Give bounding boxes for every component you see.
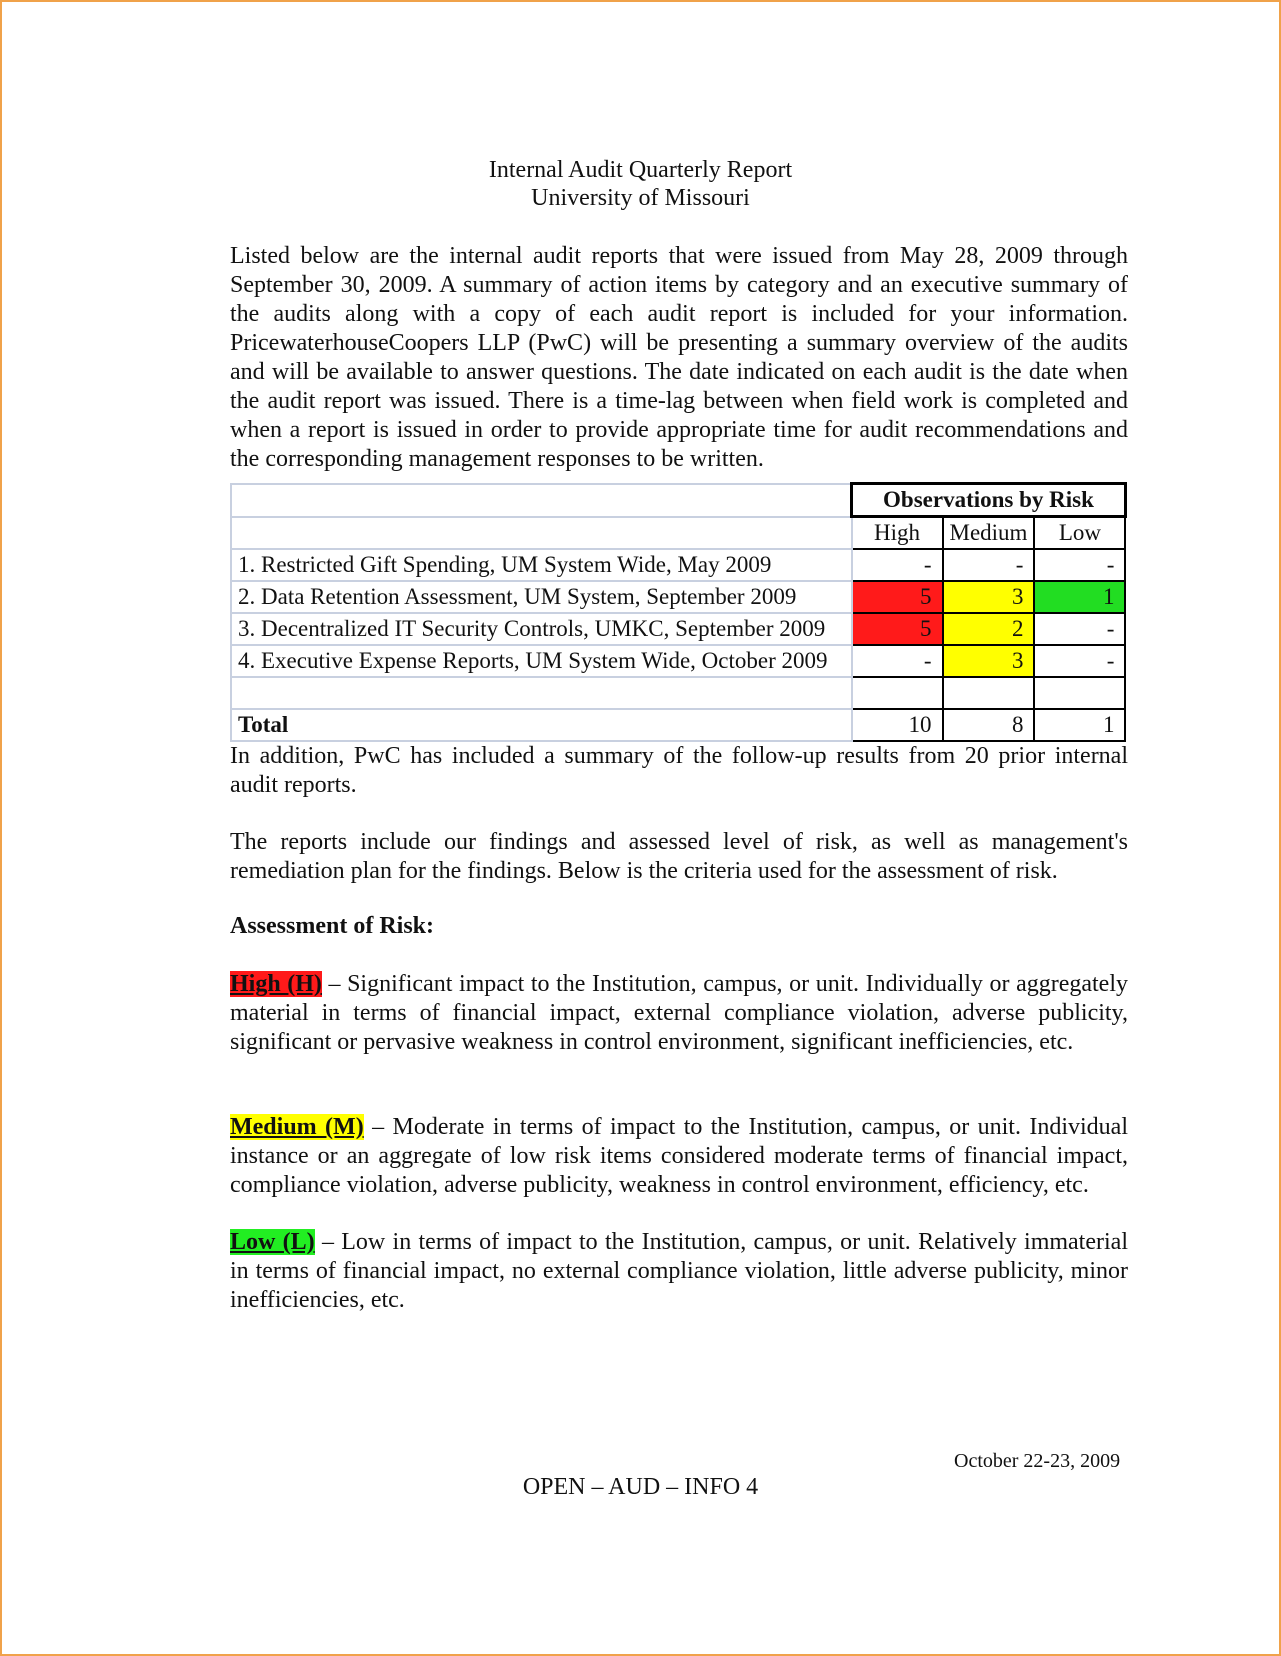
- table-row: [231, 613, 1125, 645]
- row-label: 3. Decentralized IT Security Controls, UMKC, September 2009: [231, 613, 852, 645]
- row-label: 4. Executive Expense Reports, UM System Wide, October 2009: [231, 645, 852, 677]
- total-low: 1: [1034, 709, 1125, 741]
- table-total-row: [231, 709, 1125, 741]
- high-cell: 5: [852, 613, 943, 645]
- followup-paragraph: In addition, PwC has included a summary of the follow-up results from 20 prior internal audit reports.: [230, 743, 1128, 798]
- spacer-cell: [1034, 677, 1125, 709]
- table-corner-cell: [231, 517, 852, 550]
- medium-cell: -: [943, 549, 1035, 581]
- table-subheader-row: [231, 517, 1125, 550]
- column-header-low: Low: [1034, 517, 1125, 550]
- report-title: Internal Audit Quarterly Report: [488, 157, 793, 183]
- table-row: [231, 549, 1125, 581]
- medium-cell: 2: [943, 613, 1035, 645]
- spacer-cell: [943, 677, 1035, 709]
- findings-paragraph: The reports include our findings and assessed level of risk, as well as management's remediation plan for the findings. Below is the criteria used for the assessment of risk.: [230, 829, 1128, 884]
- risk-medium-definition: [230, 1113, 1128, 1200]
- medium-cell: 3: [943, 645, 1035, 677]
- total-label: Total: [231, 709, 852, 741]
- row-label: 2. Data Retention Assessment, UM System, September 2009: [231, 581, 852, 613]
- table-corner-cell: [231, 484, 852, 517]
- low-cell: -: [1034, 613, 1125, 645]
- table-header-row: [231, 484, 1125, 517]
- table-row: [231, 645, 1125, 677]
- high-cell: -: [852, 645, 943, 677]
- total-high: 10: [852, 709, 943, 741]
- medium-risk-text: – Moderate in terms of impact to the Institution, campus, or unit. Individual instance or an aggregate of low risk items considered moderate terms of financial impact, compliance violation, adverse publicity, weakness in control environment, efficiency, etc.: [230, 1114, 1129, 1198]
- low-cell: -: [1034, 549, 1125, 581]
- table-row: [231, 581, 1125, 613]
- high-cell: 5: [852, 581, 943, 613]
- low-risk-text: – Low in terms of impact to the Institution, campus, or unit. Relatively immaterial in terms of financial impact, no external compliance violation, little adverse publicity, minor inefficiencies, etc.: [230, 1229, 1128, 1313]
- column-header-medium: Medium: [943, 517, 1035, 550]
- high-cell: -: [852, 549, 943, 581]
- low-cell: 1: [1034, 581, 1125, 613]
- risk-low-definition: [230, 1228, 1128, 1315]
- high-risk-text: – Significant impact to the Institution, campus, or unit. Individually or aggregately material in terms of financial impact, external compliance violation, adverse publicity, significant or pervasive weakness in control environment, significant inefficiencies, etc.: [230, 971, 1129, 1055]
- risk-high-definition: [230, 970, 1128, 1057]
- column-header-high: High: [852, 517, 943, 550]
- assessment-heading: Assessment of Risk:: [230, 913, 434, 939]
- low-cell: -: [1034, 645, 1125, 677]
- report-subtitle: University of Missouri: [531, 185, 750, 211]
- intro-paragraph: Listed below are the internal audit reports that were issued from May 28, 2009 through September 30, 2009. A summary of action items by category and an executive summary of the audits along with a copy of each audit report is included for your information. PricewaterhouseCoopers LLP (PwC) will be presenting a summary overview of the audits and will be available to answer questions. The date indicated on each audit is the date when the audit report was issued. There is a time-lag between when field work is completed and when a report is issued in order to provide appropriate time for audit recommendations and the corresponding management responses to be written.: [230, 243, 1128, 472]
- footer-date: October 22-23, 2009: [954, 1450, 1121, 1472]
- total-medium: 8: [943, 709, 1035, 741]
- observations-group-header: Observations by Risk: [852, 484, 1126, 517]
- medium-cell: 3: [943, 581, 1035, 613]
- low-risk-label: Low (L): [230, 1229, 315, 1255]
- medium-risk-label: Medium (M): [230, 1114, 364, 1140]
- observations-table: [230, 482, 1127, 742]
- spacer-cell: [231, 677, 852, 709]
- spacer-cell: [852, 677, 943, 709]
- high-risk-label: High (H): [230, 971, 322, 997]
- row-label: 1. Restricted Gift Spending, UM System Wide, May 2009: [231, 549, 852, 581]
- table-spacer-row: [231, 677, 1125, 709]
- footer-code: OPEN – AUD – INFO 4: [522, 1474, 759, 1500]
